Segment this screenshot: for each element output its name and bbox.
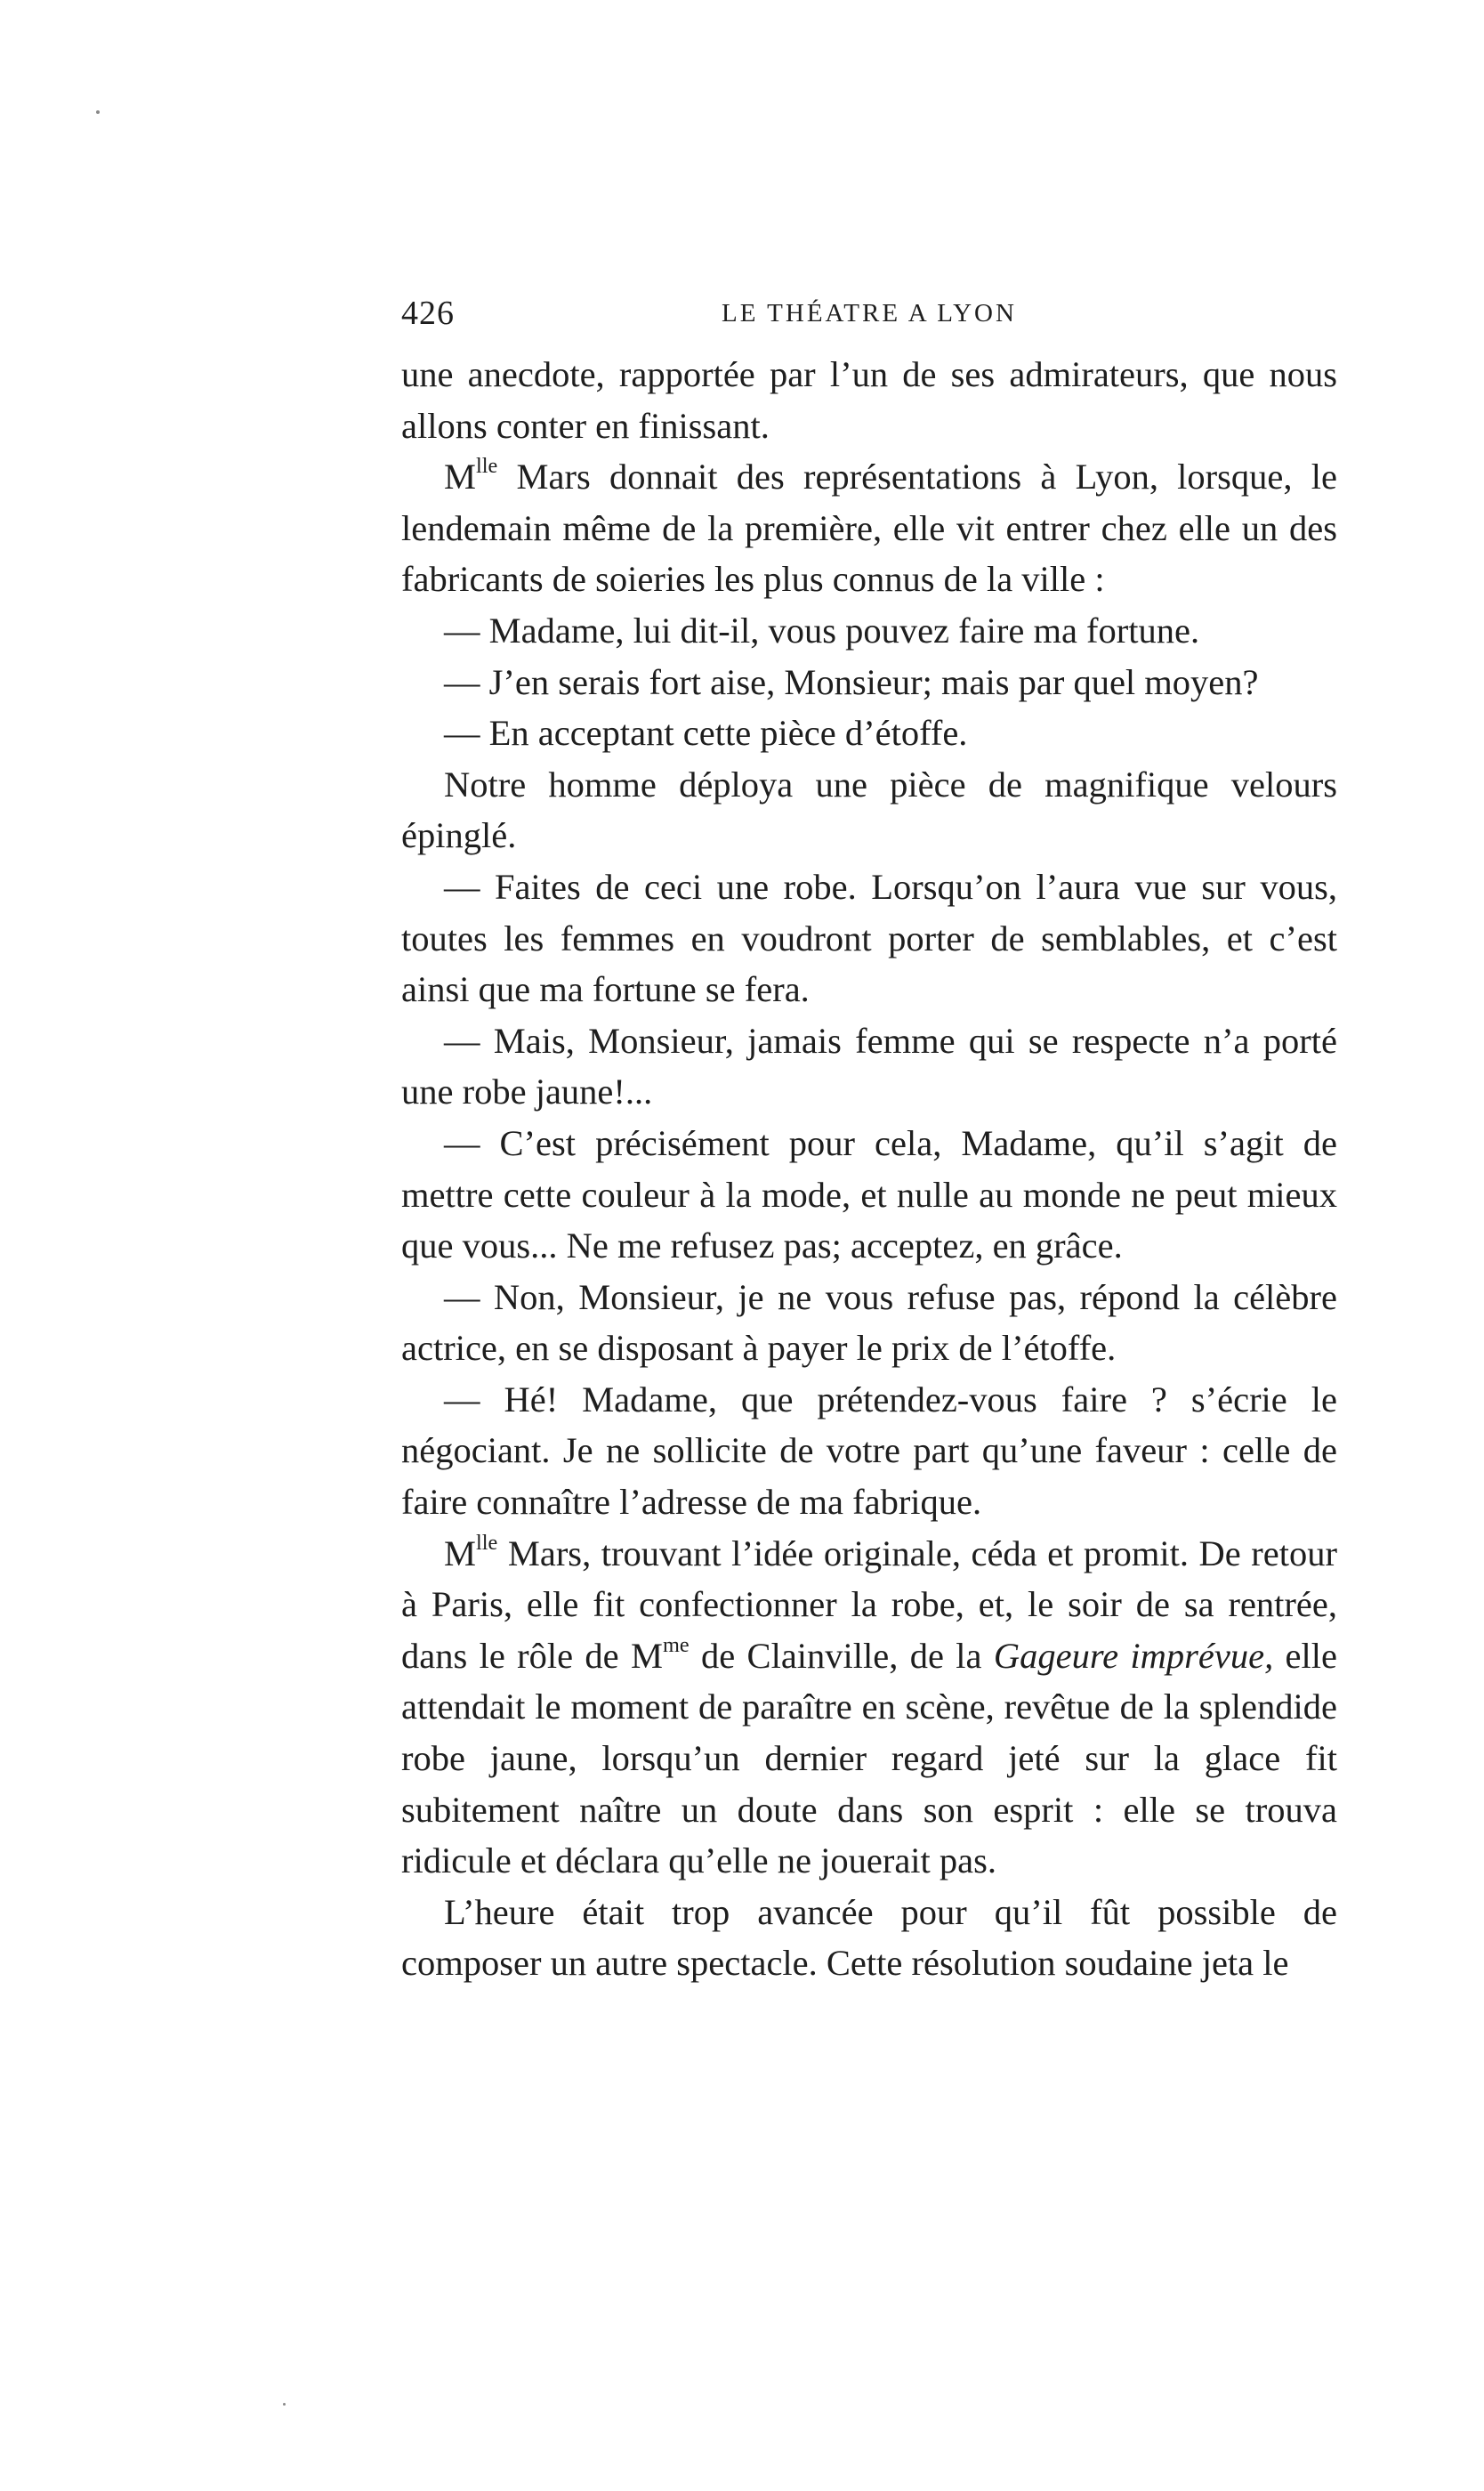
title-abbreviation-superscript: lle	[476, 1530, 498, 1555]
paragraph	[401, 1118, 1337, 1272]
paragraph-text: — Madame, lui dit-il, vous pouvez faire ma fortune.	[444, 610, 1200, 651]
paragraph-text: L’heure était trop avancée pour qu’il fût possible de composer un autre spectacle. Cette résolution soudaine jeta le	[401, 1891, 1337, 1984]
paragraph-text: Notre homme déploya une pièce de magnifique velours épinglé.	[401, 764, 1337, 856]
paragraph-text: Mars donnait des représentations à Lyon, lorsque, le lendemain même de la première, elle vit entrer chez elle un des fabricants de soieries les plus connus de la ville :	[401, 457, 1337, 600]
paragraph-text: — Hé! Madame, que prétendez-vous faire ? s’écrie le négociant. Je ne sollicite de votre part qu’une faveur : celle de faire connaître l’adresse de ma fabrique.	[401, 1379, 1337, 1523]
paragraph	[401, 605, 1337, 657]
paragraph-text: une anecdote, rapportée par l’un de ses admirateurs, que nous allons conter en finissant.	[401, 354, 1337, 446]
running-title: LE THÉATRE A LYON	[722, 299, 1017, 328]
paragraph-text: M	[444, 457, 477, 497]
paragraph	[401, 1015, 1337, 1118]
paragraph-text: Mars, trouvant l’idée originale, céda et promit. De retour à Paris, elle fit confectionner la robe, et, le soir de sa rentrée, dans le rôle de M	[401, 1533, 1337, 1676]
paragraph-text: — Non, Monsieur, je ne vous refuse pas, répond la célèbre actrice, en se disposant à payer le prix de l’étoffe.	[401, 1276, 1337, 1369]
paragraph	[401, 1272, 1337, 1374]
paragraph-text: — C’est précisément pour cela, Madame, qu’il s’agit de mettre cette couleur à la mode, et nulle au monde ne peut mieux que vous... Ne me refusez pas; acceptez, en grâce.	[401, 1122, 1337, 1266]
paragraph-text: — Mais, Monsieur, jamais femme qui se respecte n’a porté une robe jaune!...	[401, 1020, 1337, 1112]
paragraph	[401, 451, 1337, 605]
paragraph	[401, 708, 1337, 759]
paragraph-text: M	[444, 1533, 477, 1573]
paragraph	[401, 759, 1337, 861]
paragraph	[401, 349, 1337, 451]
page-number: 426	[401, 295, 455, 332]
page-header	[401, 287, 1337, 340]
body-text	[401, 349, 1337, 1989]
paragraph	[401, 1528, 1337, 1887]
paragraph-text: — En acceptant cette pièce d’étoffe.	[444, 713, 968, 754]
paragraph	[401, 657, 1337, 708]
paper-speck	[96, 110, 100, 114]
paragraph-text: elle attendait le moment de paraître en scène, revêtue de la splendide robe jaune, lorsqu’un dernier regard jeté sur la glace fit subitement naître un doute dans son esprit : elle se trouva ridicule et déclara qu’elle ne jouerait pas.	[401, 1635, 1337, 1881]
title-abbreviation-superscript: lle	[476, 453, 498, 478]
italic-title-text: Gageure imprévue,	[993, 1635, 1274, 1676]
paragraph-text: de Clainville, de la	[689, 1635, 994, 1676]
paragraph	[401, 861, 1337, 1015]
paragraph-text: — J’en serais fort aise, Monsieur; mais par quel moyen?	[444, 661, 1259, 702]
paragraph	[401, 1887, 1337, 1989]
paragraph-text: — Faites de ceci une robe. Lorsqu’on l’aura vue sur vous, toutes les femmes en voudront porter de semblables, et c’est ainsi que ma fortune se fera.	[401, 866, 1337, 1010]
title-abbreviation-superscript: me	[662, 1632, 690, 1657]
paragraph	[401, 1374, 1337, 1528]
paper-speck	[283, 2403, 286, 2406]
